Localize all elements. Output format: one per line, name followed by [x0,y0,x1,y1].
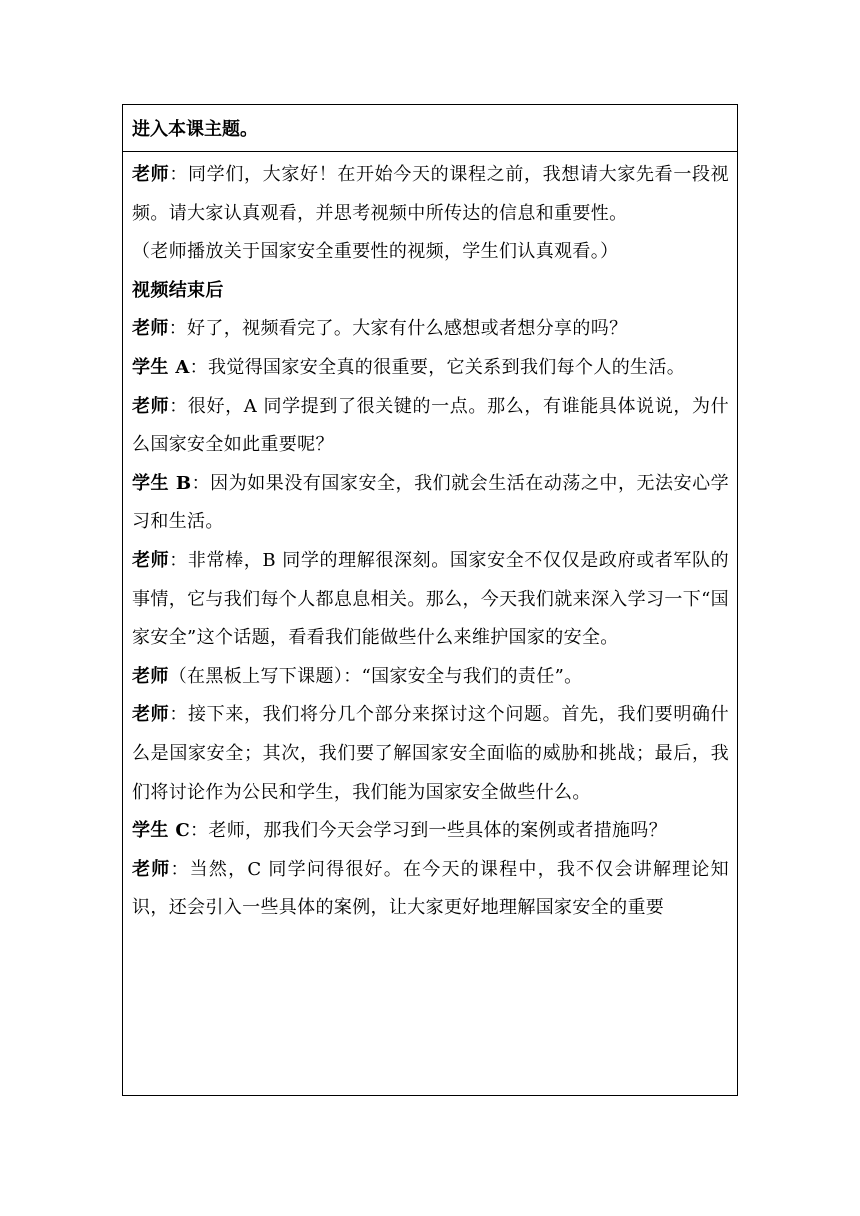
utterance-text: ：接下来，我们将分几个部分来探讨这个问题。首先，我们要明确什么是国家安全；其次，我们要了解国家安全面临的威胁和挑战；最后，我们将讨论作为公民和学生，我们能为国家安全做些什么。 [132,704,730,803]
utterance-text: ：我觉得国家安全真的很重要，它关系到我们每个人的生活。 [189,356,686,378]
dialogue-paragraph [132,812,729,851]
dialogue-paragraph [132,388,729,465]
utterance-text: ：当然，C 同学问得很好。在今天的课程中，我不仅会讲解理论知识，还会引入一些具体的案例，让大家更好地理解国家安全的重要 [132,858,729,919]
dialogue-paragraph [132,156,729,233]
speaker-label: 老师 [132,549,170,571]
section-title: 进入本课主题。 [132,119,258,140]
utterance-text: ：老师，那我们今天会学习到一些具体的案例或者措施吗？ [190,820,668,842]
speaker-label: 老师 [132,858,171,880]
speaker-label: 学生 A [132,356,190,378]
utterance-text: ：同学们，大家好！在开始今天的课程之前，我想请大家先看一段视频。请大家认真观看，并思考视频中所传达的信息和重要性。 [132,164,730,224]
dialogue-paragraph [132,349,729,388]
lesson-table [122,104,738,1096]
stage-direction [132,233,729,272]
speaker-label: 学生 B [132,472,192,494]
dialogue-paragraph [132,658,729,697]
speaker-label: 老师 [132,395,170,417]
speaker-label: 老师 [132,665,169,687]
speaker-label: 视频结束后 [132,279,224,301]
utterance-text: （在黑板上写下课题）：“国家安全与我们的责任”。 [168,665,583,687]
utterance-text: ：因为如果没有国家安全，我们就会生活在动荡之中，无法安心学习和生活。 [132,472,729,533]
speaker-label: 老师 [132,318,169,340]
utterance-text: ：好了，视频看完了。大家有什么感想或者想分享的吗？ [168,318,628,340]
dialogue-paragraph [132,696,729,812]
dialogue-paragraph [132,542,729,658]
speaker-label: 学生 C [132,820,190,842]
dialogue-paragraph [132,465,729,542]
table-header-cell [123,105,737,152]
utterance-text: ：非常棒，B 同学的理解很深刻。国家安全不仅仅是政府或者军队的事情，它与我们每个人都息息相关。那么，今天我们就来深入学习一下“国家安全”这个话题，看看我们能做些什么来维护国家的安全。 [132,549,729,649]
utterance-text: （老师播放关于国家安全重要性的视频，学生们认真观看。） [132,241,619,263]
speaker-label: 老师 [132,164,170,185]
dialogue-cell [123,152,737,928]
dialogue-paragraph [132,310,729,349]
speaker-label: 老师 [132,704,170,726]
dialogue-paragraph [132,851,729,928]
scene-heading [132,272,729,311]
utterance-text: ：很好，A 同学提到了很关键的一点。那么，有谁能具体说说，为什么国家安全如此重要呢？ [132,395,729,456]
